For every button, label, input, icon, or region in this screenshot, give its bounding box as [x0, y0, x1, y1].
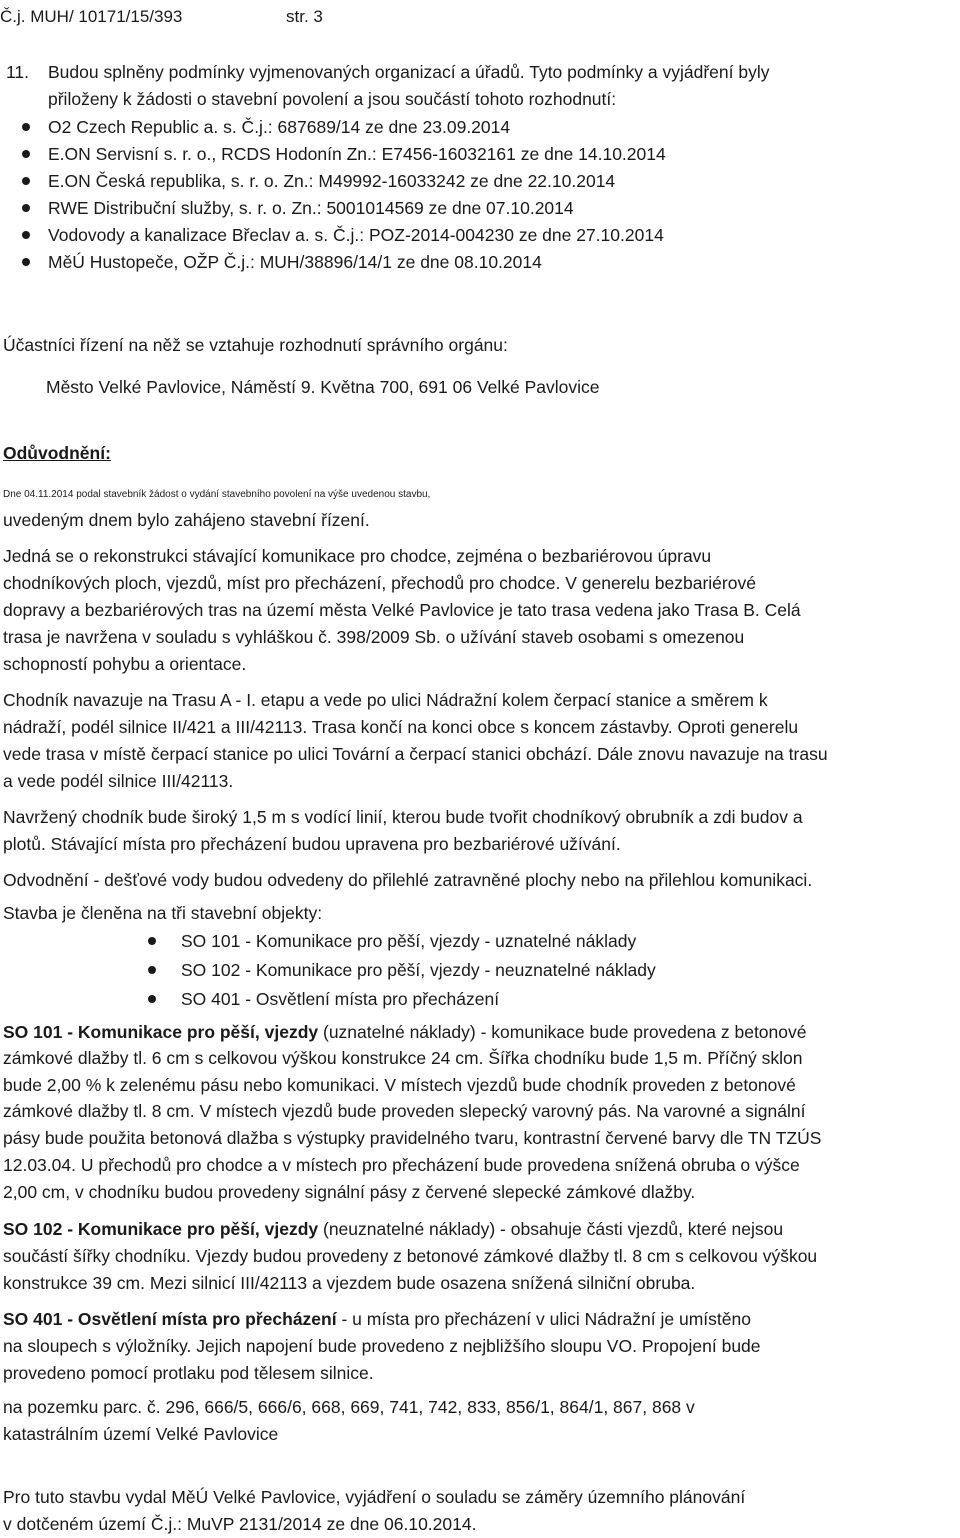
paragraph-line: v dotčeném území Č.j.: MuVP 2131/2014 ze dne 06.10.2014. — [3, 1514, 477, 1534]
document-reference: Č.j. MUH/ 10171/15/393 — [0, 7, 183, 26]
paragraph-line: Dne 04.11.2014 podal stavebník žádost o vydání stavebního povolení na výše uvedenou stavbu, — [3, 489, 431, 500]
paragraph-line: a vede podél silnice III/42113. — [3, 771, 234, 791]
bullet-icon — [148, 995, 156, 1003]
paragraph-line: Navržený chodník bude široký 1,5 m s vodící linií, kterou bude tvořit chodníkový obrubník a zdi budov a — [3, 807, 803, 827]
paragraph-line: na sloupech s výložníky. Jejich napojení bude provedeno z nejbližšího sloupu VO. Propojení bude — [3, 1336, 761, 1356]
bullet-icon — [22, 177, 30, 185]
list-item: E.ON Servisní s. r. o., RCDS Hodonín Zn.: E7456-16032161 ze dne 14.10.2014 — [48, 144, 666, 164]
so401-title: SO 401 - Osvětlení místa pro přecházení — [3, 1309, 337, 1329]
bullet-icon — [22, 123, 30, 131]
list-item: SO 401 - Osvětlení místa pro přecházení — [181, 989, 500, 1009]
paragraph-line: provedeno pomocí protlaku pod tělesem silnice. — [3, 1363, 374, 1383]
so102-first-rest: (neuznatelné náklady) - obsahuje části vjezdů, které nejsou — [318, 1219, 784, 1239]
paragraph-line: zámkové dlažby tl. 6 cm s celkovou výškou konstrukce 24 cm. Šířka chodníku bude 1,5 m. Příčný sklon — [3, 1048, 803, 1068]
paragraph-line: 2,00 cm, v chodníku budou provedeny signální pásy z červené slepecké zámkové dlažby. — [3, 1182, 696, 1202]
paragraph-line: vede trasa v místě čerpací stanice po ulici Tovární a čerpací stanici obchází. Dále znovu navazuje na trasu — [3, 744, 828, 764]
participants-value: Město Velké Pavlovice, Náměstí 9. Května 700, 691 06 Velké Pavlovice — [46, 377, 600, 397]
paragraph-line: konstrukce 39 cm. Mezi silnicí III/42113 a vjezdem bude osazena snížená silniční obruba. — [3, 1273, 696, 1293]
paragraph-line: bude 2,00 % k zelenému pásu nebo komunikaci. V místech vjezdů bude chodník proveden z betonové — [3, 1075, 796, 1095]
participants-heading: Účastníci řízení na něž se vztahuje rozhodnutí správního orgánu: — [3, 335, 508, 355]
list-item: O2 Czech Republic a. s. Č.j.: 687689/14 ze dne 23.09.2014 — [48, 117, 511, 137]
bullet-icon — [22, 258, 30, 266]
so101-title: SO 101 - Komunikace pro pěší, vjezdy — [3, 1022, 319, 1042]
item-text-line: Budou splněny podmínky vyjmenovaných organizací a úřadů. Tyto podmínky a vyjádření byly — [48, 62, 770, 82]
paragraph-line: Stavba je členěna na tři stavební objekty: — [3, 903, 323, 923]
paragraph-line: 12.03.04. U přechodů pro chodce a v místech pro přecházení bude provedena snížená obruba o výšce — [3, 1155, 800, 1175]
so101-first-line — [3, 1021, 807, 1043]
paragraph-line: Chodník navazuje na Trasu A - I. etapu a vede po ulici Nádražní kolem čerpací stanice a směrem k — [3, 690, 768, 710]
paragraph-line: dopravy a bezbariérových tras na území města Velké Pavlovice je tato trasa vedena jako Trasa B. Celá — [3, 600, 801, 620]
item-text-line: přiloženy k žádosti o stavební povolení a jsou součástí tohoto rozhodnutí: — [48, 89, 617, 109]
paragraph-line: plotů. Stávající místa pro přecházení budou upravena pro bezbariérové užívání. — [3, 834, 621, 854]
paragraph-line: Jedná se o rekonstrukci stávající komunikace pro chodce, zejména o bezbariérovou úpravu — [3, 546, 712, 566]
paragraph-line: Pro tuto stavbu vydal MěÚ Velké Pavlovice, vyjádření o souladu se záměry územního plánování — [3, 1487, 746, 1507]
so401-first-rest: - u místa pro přecházení v ulici Nádražní je umístěno — [336, 1309, 751, 1329]
paragraph-line: součástí šířky chodníku. Vjezdy budou provedeny z betonové zámkové dlažby tl. 8 cm s celkovou výškou — [3, 1246, 818, 1266]
page-number: str. 3 — [286, 7, 323, 26]
so102-first-line — [3, 1218, 783, 1240]
paragraph-line: chodníkových ploch, vjezdů, míst pro přecházení, přechodů pro chodce. V generelu bezbariérové — [3, 573, 756, 593]
paragraph-line: trasa je navržena v souladu s vyhláškou č. 398/2009 Sb. o užívání staveb osobami s omezenou — [3, 627, 745, 647]
paragraph-line: pásy bude použita betonová dlažba s výstupky pravidelného tvaru, kontrastní červené barvy dle TN TZÚS — [3, 1128, 822, 1148]
list-item: RWE Distribuční služby, s. r. o. Zn.: 5001014569 ze dne 07.10.2014 — [48, 198, 574, 218]
bullet-icon — [22, 150, 30, 158]
list-item: SO 101 - Komunikace pro pěší, vjezdy - uznatelné náklady — [181, 931, 637, 951]
paragraph-line: zámkové dlažby tl. 8 cm. V místech vjezdů bude proveden slepecký varovný pás. Na varovné a signální — [3, 1101, 806, 1121]
paragraph-line: Odvodnění - dešťové vody budou odvedeny do přilehlé zatravněné plochy nebo na přilehlou komunikaci. — [3, 870, 813, 890]
bullet-icon — [148, 966, 156, 974]
list-item: E.ON Česká republika, s. r. o. Zn.: M49992-16033242 ze dne 22.10.2014 — [48, 171, 616, 191]
bullet-icon — [22, 204, 30, 212]
reasoning-heading: Odůvodnění: — [3, 443, 111, 463]
item-number: 11. — [6, 62, 30, 82]
so101-first-rest: (uznatelné náklady) - komunikace bude provedena z betonové — [318, 1022, 807, 1042]
list-item: Vodovody a kanalizace Břeclav a. s. Č.j.: POZ-2014-004230 ze dne 27.10.2014 — [48, 225, 664, 245]
bullet-icon — [148, 937, 156, 945]
list-item: SO 102 - Komunikace pro pěší, vjezdy - neuznatelné náklady — [181, 960, 656, 980]
so401-first-line — [3, 1308, 751, 1330]
so102-title: SO 102 - Komunikace pro pěší, vjezdy — [3, 1219, 319, 1239]
paragraph-line: katastrálním území Velké Pavlovice — [3, 1424, 279, 1444]
paragraph-line: nádraží, podél silnice II/421 a III/42113. Trasa končí na konci obce s koncem zástavby. Oproti generelu — [3, 717, 799, 737]
paragraph-line: na pozemku parc. č. 296, 666/5, 666/6, 668, 669, 741, 742, 833, 856/1, 864/1, 867, 868 v — [3, 1397, 695, 1417]
paragraph-line: uvedeným dnem bylo zahájeno stavební řízení. — [3, 510, 370, 530]
list-item: MěÚ Hustopeče, OŽP Č.j.: MUH/38896/14/1 ze dne 08.10.2014 — [48, 252, 542, 272]
bullet-icon — [22, 231, 30, 239]
paragraph-line: schopností pohybu a orientace. — [3, 654, 247, 674]
